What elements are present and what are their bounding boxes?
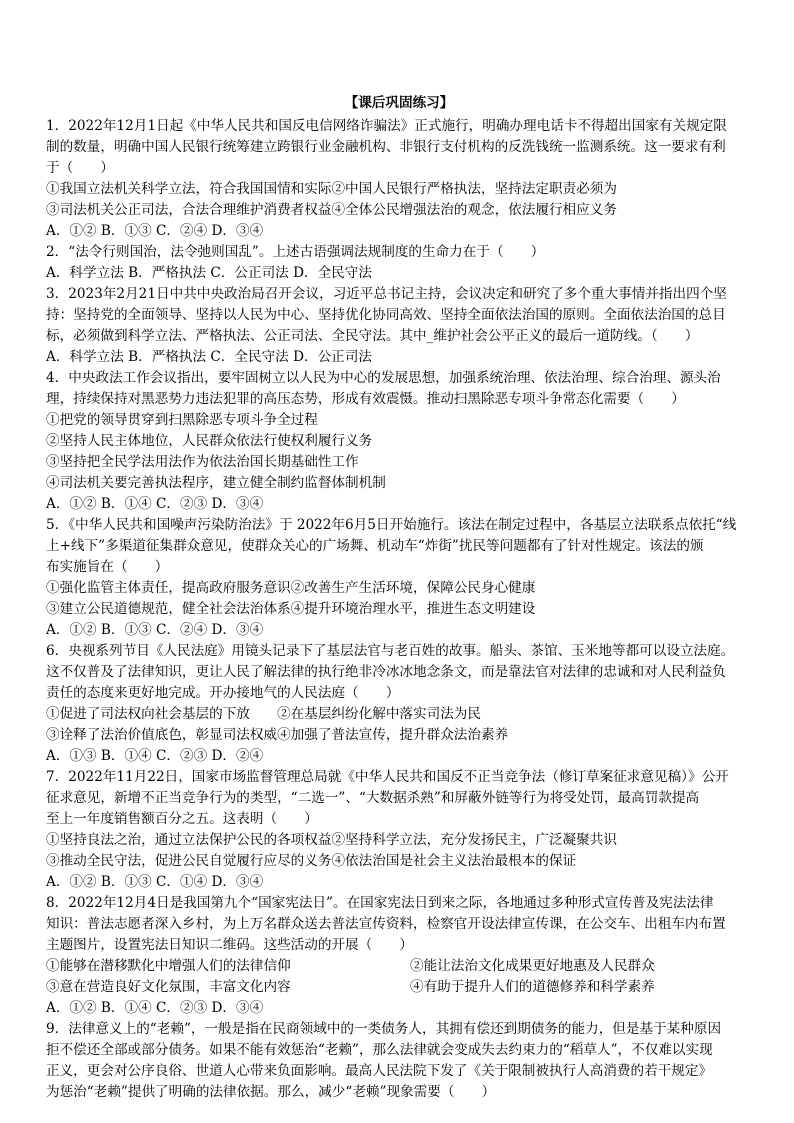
text-line: ①坚持良法之治，通过立法保护公民的各项权益②坚持科学立法，充分发扬民主，广泛凝聚共识	[46, 832, 617, 848]
q8-options-row-2	[46, 977, 752, 998]
text-line: 2．“法令行则国治，法令弛则国乱”。上述古语强调法规制度的生命力在于（ ）	[46, 244, 545, 260]
text-line: 征求意见，新增不正当竞争行为的类型，“二选一”、“大数据杀熟”和屏蔽外链等行为将受处罚，最高罚款提高	[46, 790, 700, 806]
q8-option-2: ②能让法治文化成果更好地惠及人民群众	[410, 958, 655, 974]
text-line: ③诠释了法治价值底色，彰显司法权威④加强了普法宣传，提升群众法治素养	[46, 727, 509, 743]
text-line: 至上一年度销售额百分之五。这表明（ ）	[46, 811, 318, 827]
text-line: 上+线下”多渠道征集群众意见，使群众关心的广场舞、机动车“炸街”扰民等问题都有了针对性规定。该法的颁	[46, 538, 704, 554]
text-line: A．科学立法 B．严格执法 C．公正司法 D．全民守法	[46, 265, 372, 281]
text-line: ③司法机关公正司法，合法合理维护消费者权益④全体公民增强法治的观念，依法履行相应义务	[46, 202, 617, 218]
exercise-content	[46, 92, 752, 1103]
text-line: ①我国立法机关科学立法，符合我国国情和实际②中国人民银行严格执法，坚持法定职责必须为	[46, 181, 617, 197]
q8-option-4: ④有助于提升人们的道德修养和科学素养	[410, 979, 655, 995]
text-line: 4．中央政法工作会议指出，要牢固树立以人民为中心的发展思想，加强系统治理、依法治理、综合治理、源头治	[46, 370, 721, 386]
text-line: A．①③ B．①④ C．②③ D．②④	[46, 748, 264, 764]
text-line: 拒不偿还全部或部分债务。如果不能有效惩治“老赖”，那么法律就会变成失去约束力的“稻草人”，不仅难以实现	[46, 1042, 713, 1058]
question-block-8-9	[46, 998, 752, 1103]
text-line: 7．2022年11月22日，国家市场监督管理总局就《中华人民共和国反不正当竞争法（修订草案征求意见稿）》公开	[46, 769, 729, 785]
text-line: 9．法律意义上的“老赖”，一般是指在民商领域中的一类债务人，其拥有偿还到期债务的能力，但是基于某种原因	[46, 1021, 722, 1037]
text-line: 8．2022年12月4日是我国第九个“国家宪法日”。在国家宪法日到来之际，各地通过多种形式宣传普及宪法法律	[46, 895, 714, 911]
q8-options-row-1	[46, 956, 752, 977]
text-line: ③建立公民道德规范，健全社会法治体系④提升环境治理水平，推进生态文明建设	[46, 601, 536, 617]
text-line: A．①② B．①④ C．②③ D．③④	[46, 496, 264, 512]
text-line: 5．《中华人民共和国噪声污染防治法》于 2022年6月5日开始施行。该法在制定过程中，各基层立法联系点依托“线	[46, 517, 737, 533]
text-line: ③坚持把全民学法用法作为依法治国长期基础性工作	[46, 454, 359, 470]
text-line: A．①② B．①③ C．②④ D．③④	[46, 622, 264, 638]
text-line: A．科学立法 B．严格执法 C．全民守法 D．公正司法	[46, 349, 372, 365]
text-line: 理，持续保持对黑恶势力违法犯罪的高压态势，形成有效震慑。推动扫黑除恶专项斗争常态化需要（ ）	[46, 391, 685, 407]
text-line: ①把党的领导贯穿到扫黑除恶专项斗争全过程	[46, 412, 318, 428]
text-line: 责任的态度来更好地完成。开办接地气的人民法庭（ ）	[46, 685, 400, 701]
text-line: 正义，更会对公序良俗、世道人心带来负面影响。最高人民法院下发了《关于限制被执行人高消费的若干规定》	[46, 1063, 713, 1079]
q8-option-1: ①能够在潜移默化中增强人们的法律信仰	[46, 958, 291, 974]
text-line: ④司法机关要完善执法程序，建立健全制约监督体制机制	[46, 475, 386, 491]
question-block-1-8	[46, 116, 752, 956]
text-line: 主题图片，设置宪法日知识二维码。这些活动的开展（ ）	[46, 937, 414, 953]
text-line: 持：坚持党的全面领导、坚持以人民为中心、坚持优化协同高效、坚持全面依法治国的原则。全面依法治国的总目	[46, 307, 726, 323]
text-line: 1．2022年12月1日起《中华人民共和国反电信网络诈骗法》正式施行，明确办理电话卡不得超出国家有关规定限	[46, 118, 727, 134]
text-line: 布实施旨在（ ）	[46, 559, 169, 575]
section-title: 【课后巩固练习】	[344, 95, 454, 111]
text-line: 制的数量，明确中国人民银行统筹建立跨银行业金融机构、非银行支付机构的反洗钱统一监测系统。这一要求有利	[46, 139, 726, 155]
text-line: 标，必须做到科学立法、严格执法、公正司法、全民守法。其中_维护社会公平正义的最后一道防线。（ ）	[46, 328, 699, 344]
q8-option-3: ③意在营造良好文化氛围，丰富文化内容	[46, 979, 291, 995]
text-line: ①促进了司法权向社会基层的下放 ②在基层纠纷化解中落实司法为民	[46, 706, 481, 722]
text-line: A．①② B．①④ C．②③ D．③④	[46, 1000, 264, 1016]
text-line: 3．2023年2月21日中共中央政治局召开会议，习近平总书记主持，会议决定和研究了多个重大事情并指出四个坚	[46, 286, 727, 302]
text-line: 于（ ）	[46, 160, 114, 176]
text-line: A．①② B．①③ C．②④ D．③④	[46, 223, 264, 239]
text-line: 知识：普法志愿者深入乡村，为上万名群众送去普法宣传资料，检察官开设法律宣传课，在公交车、出租车内布置	[46, 916, 726, 932]
text-line: ③推动全民守法，促进公民自觉履行应尽的义务④依法治国是社会主义法治最根本的保证	[46, 853, 577, 869]
text-line: 6．央视系列节目《人民法庭》用镜头记录下了基层法官与老百姓的故事。船头、茶馆、玉米地等都可以设立法庭。	[46, 643, 735, 659]
text-line: 这不仅普及了法律知识，更让人民了解法律的执行绝非冷冰冰地念条文，而是靠法官对法律的忠诚和对人民利益负	[46, 664, 726, 680]
text-line: 为惩治“老赖”提供了明确的法律依据。那么，减少“老赖”现象需要（ ）	[46, 1084, 496, 1100]
text-line: ①强化监管主体责任，提高政府服务意识②改善生产生活环境，保障公民身心健康	[46, 580, 536, 596]
text-line: ②坚持人民主体地位，人民群众依法行使权利履行义务	[46, 433, 373, 449]
text-line: A．①② B．①③ C．①④ D．③④	[46, 874, 264, 890]
